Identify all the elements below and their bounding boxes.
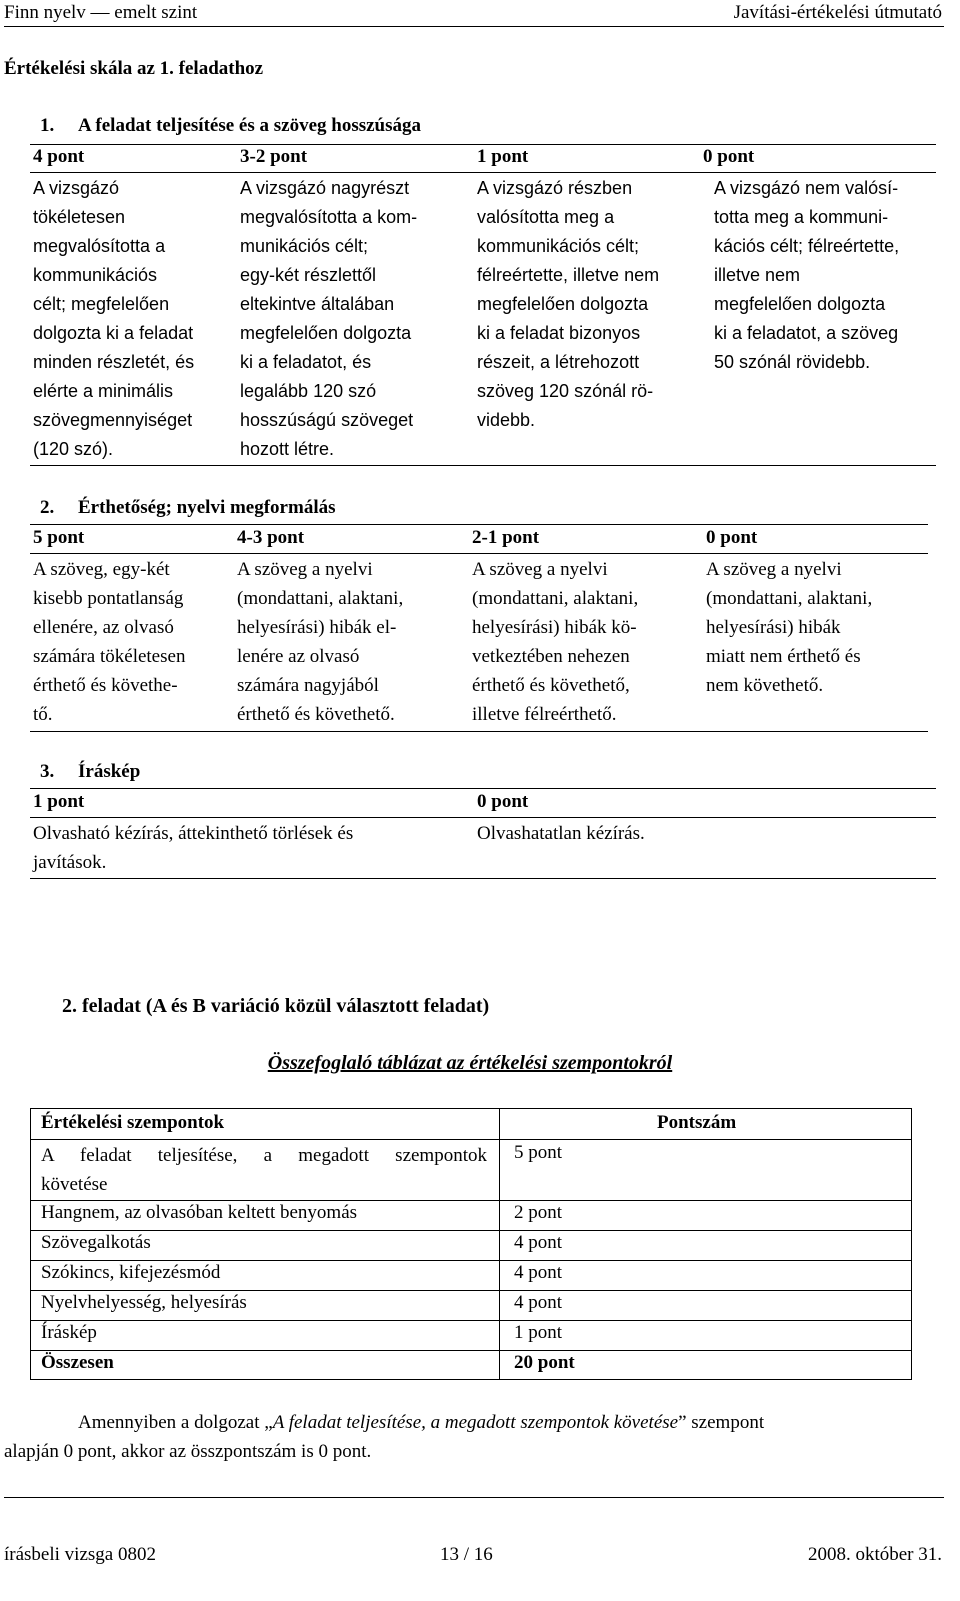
section2-top-rule (30, 524, 928, 525)
section3-title: Íráskép (78, 761, 141, 782)
footer-center: 13 / 16 (440, 1544, 493, 1565)
summary-row-5 (31, 1290, 911, 1291)
header-right: Javítási-értékelési útmutató (733, 2, 942, 23)
section2-col3-head: 2-1 pont (472, 527, 540, 548)
section2-col4-head: 0 pont (706, 527, 758, 548)
note-line-2: alapján 0 pont, akkor az összpontszám is 0 pont. (4, 1441, 372, 1462)
footer-left: írásbeli vizsga 0802 (4, 1544, 156, 1565)
summary-head-criteria: Értékelési szempontok (41, 1112, 225, 1133)
section2-cell-5pont: A szöveg, egy-két kisebb pontatlanság ellenére, az olvasó számára tökéletesen érthető és követhe- tő. (33, 559, 186, 725)
section3-number: 3. (40, 761, 55, 782)
section1-col3-head: 1 pont (477, 146, 529, 167)
summary-row-6-label: Íráskép (41, 1322, 97, 1343)
section3-col2-head: 0 pont (477, 791, 529, 812)
section1-title: A feladat teljesítése és a szöveg hosszúsága (78, 115, 422, 136)
section1-number: 1. (40, 115, 55, 136)
footer-right: 2008. október 31. (807, 1544, 942, 1565)
section1-bottom-rule (30, 465, 936, 466)
section2-col2-head: 4-3 pont (237, 527, 305, 548)
summary-row-1-label: A feladat teljesítése, a megadott szempontok követése (41, 1145, 487, 1195)
summary-row-3-points: 4 pont (514, 1232, 563, 1253)
section2-title: Érthetőség; nyelvi megformálás (78, 497, 336, 518)
summary-row-1-points: 5 pont (514, 1142, 563, 1163)
summary-row-2 (31, 1200, 911, 1201)
footer-rule (4, 1497, 944, 1498)
section1-cell-4pont: A vizsgázó tökéletesen megvalósította a kommunikációs célt; megfelelően dolgozta ki a feladat minden részletét, és elérte a minimális szövegmennyiséget (120 szó). (33, 178, 195, 459)
summary-row-4 (31, 1260, 911, 1261)
section1-top-rule (30, 144, 936, 145)
summary-row-total-points: 20 pont (514, 1352, 575, 1373)
section3-col1-head: 1 pont (33, 791, 85, 812)
summary-table (30, 1108, 912, 1380)
section3-top-rule (30, 788, 936, 789)
section2-number: 2. (40, 497, 55, 518)
task2-heading: 2. feladat (A és B variáció közül választott feladat) (62, 995, 490, 1017)
header-left: Finn nyelv — emelt szint (4, 2, 198, 23)
section1-col1-head: 4 pont (33, 146, 85, 167)
summary-row-6 (31, 1320, 911, 1321)
section2-bottom-rule (30, 731, 928, 732)
summary-row-2-label: Hangnem, az olvasóban keltett benyomás (41, 1202, 358, 1223)
header-rule (4, 26, 944, 27)
summary-row-4-label: Szókincs, kifejezésmód (41, 1262, 221, 1283)
summary-row-1 (31, 1139, 911, 1140)
section3-head-rule (30, 817, 936, 818)
section1-col4-head: 0 pont (703, 146, 755, 167)
summary-row-4-points: 4 pont (514, 1262, 563, 1283)
summary-head-points: Pontszám (657, 1112, 737, 1133)
summary-row-total-label: Összesen (41, 1352, 114, 1373)
summary-table-divider (499, 1109, 500, 1379)
section1-col2-head: 3-2 pont (240, 146, 308, 167)
summary-row-3-label: Szövegalkotás (41, 1232, 151, 1253)
section1-cell-1pont: A vizsgázó részben valósította meg a kommunikációs célt; félreértette, illetve nem megfelelően dolgozta ki a feladat bizonyos részeit, a létrehozott szöveg 120 szónál rö- videbb. (477, 178, 660, 430)
section3-bottom-rule (30, 878, 936, 879)
summary-row-3 (31, 1230, 911, 1231)
section3-cell-0pont: Olvashatatlan kézírás. (477, 823, 645, 844)
summary-row-5-label: Nyelvhelyesség, helyesírás (41, 1292, 247, 1313)
section1-cell-0pont: A vizsgázó nem valósí- totta meg a kommuni- kációs célt; félreértette, illetve nem megfelelően dolgozta ki a feladatot, a szöveg 50 szónál rövidebb. (714, 178, 900, 372)
section2-cell-2-1pont: A szöveg a nyelvi (mondattani, alaktani, helyesírási) hibák kö- vetkeztében nehezen érthető és követhető, illetve félreérthető. (472, 559, 639, 725)
summary-row-total (31, 1350, 911, 1351)
section2-head-rule (30, 553, 928, 554)
section2-cell-0pont: A szöveg a nyelvi (mondattani, alaktani, helyesírási) hibák miatt nem érthető és nem követhető. (706, 559, 873, 696)
section2-col1-head: 5 pont (33, 527, 85, 548)
note-line-1: Amennyiben a dolgozat „A feladat teljesítése, a megadott szempontok követése” szempont (78, 1412, 765, 1433)
task2-subheading: Összefoglaló táblázat az értékelési szempontokról (267, 1052, 673, 1074)
section3-cell-1pont: Olvasható kézírás, áttekinthető törlések és javítások. (33, 823, 354, 873)
scale-title: Értékelési skála az 1. feladathoz (4, 58, 264, 79)
section1-head-rule (30, 172, 936, 173)
section1-cell-3-2pont: A vizsgázó nagyrészt megvalósította a kom- munikációs célt; egy-két részlettől eltekintve általában megfelelően dolgozta ki a feladatot, és legalább 120 szó hosszúságú szöveget hozott létre. (240, 178, 418, 459)
summary-row-6-points: 1 pont (514, 1322, 563, 1343)
summary-row-2-points: 2 pont (514, 1202, 563, 1223)
section2-cell-4-3pont: A szöveg a nyelvi (mondattani, alaktani, helyesírási) hibák el- lenére az olvasó számára nagyjából érthető és követhető. (237, 559, 404, 725)
summary-row-5-points: 4 pont (514, 1292, 563, 1313)
